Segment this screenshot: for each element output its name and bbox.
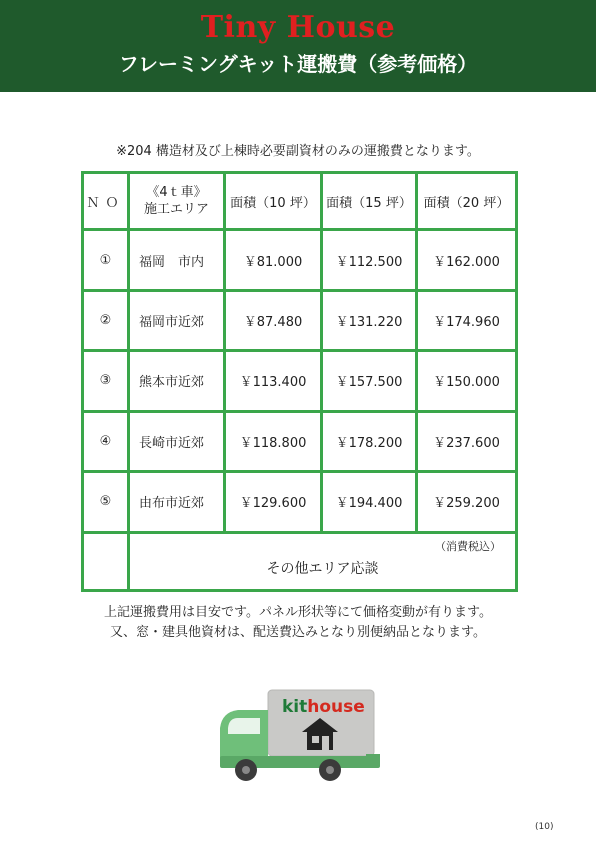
price-20: ￥150.000 (417, 351, 517, 411)
price-10: ￥118.800 (225, 411, 322, 471)
header-area-20: 面積（20 坪） (417, 173, 517, 230)
row-number: ③ (83, 351, 129, 411)
header-area-label: 施工エリア (143, 202, 209, 218)
row-area: 福岡市近郊 (129, 290, 225, 350)
price-10: ￥81.000 (225, 230, 322, 290)
delivery-truck-icon (216, 688, 384, 782)
price-15: ￥157.500 (322, 351, 417, 411)
row-number: ④ (83, 411, 129, 471)
header-no: ＮＯ (83, 173, 129, 230)
other-area-cell (129, 532, 517, 590)
price-15: ￥194.400 (322, 472, 417, 532)
price-10: ￥87.480 (225, 290, 322, 350)
tax-note: （消費税込） (435, 539, 501, 553)
row-number: ② (83, 290, 129, 350)
row-area: 由布市近郊 (129, 472, 225, 532)
row-area: 熊本市近郊 (129, 351, 225, 411)
price-20: ￥237.600 (417, 411, 517, 471)
fee-table (81, 171, 518, 592)
footer-note-2: 又、窓・建具他資材は、配送費込みとなり別便納品となります。 (110, 625, 486, 640)
header-area-15: 面積（15 坪） (322, 173, 417, 230)
price-15: ￥178.200 (322, 411, 417, 471)
table-row (83, 230, 517, 290)
other-area-text: その他エリア応談 (266, 560, 379, 577)
page-number: (10) (535, 822, 554, 832)
table-row-other (83, 532, 517, 590)
price-15: ￥131.220 (322, 290, 417, 350)
table-row (83, 472, 517, 532)
row-area: 長崎市近郊 (129, 411, 225, 471)
price-10: ￥113.400 (225, 351, 322, 411)
price-20: ￥259.200 (417, 472, 517, 532)
table-row (83, 290, 517, 350)
row-area: 福岡 市内 (129, 230, 225, 290)
price-15: ￥112.500 (322, 230, 417, 290)
price-20: ￥174.960 (417, 290, 517, 350)
price-20: ￥162.000 (417, 230, 517, 290)
row-number: ⑤ (83, 472, 129, 532)
table-row (83, 351, 517, 411)
row-number: ① (83, 230, 129, 290)
row-number-empty (83, 532, 129, 590)
header-area (129, 173, 225, 230)
logo-kit: kit (282, 697, 308, 717)
page-title: フレーミングキット運搬費（参考価格） (118, 52, 478, 76)
price-10: ￥129.600 (225, 472, 322, 532)
scope-note: ※204 構造材及び上棟時必要副資材のみの運搬費となります。 (116, 144, 480, 159)
logo-text (282, 697, 365, 717)
footer-note-1: 上記運搬費用は目安です。パネル形状等にて価格変動が有ります。 (104, 605, 492, 620)
logo-house: house (307, 697, 365, 717)
brand-title: Tiny House (200, 10, 396, 45)
table-header-row (83, 173, 517, 230)
header-area-10: 面積（10 坪） (225, 173, 322, 230)
truck-illustration (216, 688, 384, 782)
header-bar (0, 0, 596, 92)
header-area-vehicle: 《4ｔ車》 (146, 185, 207, 201)
table-row (83, 411, 517, 471)
